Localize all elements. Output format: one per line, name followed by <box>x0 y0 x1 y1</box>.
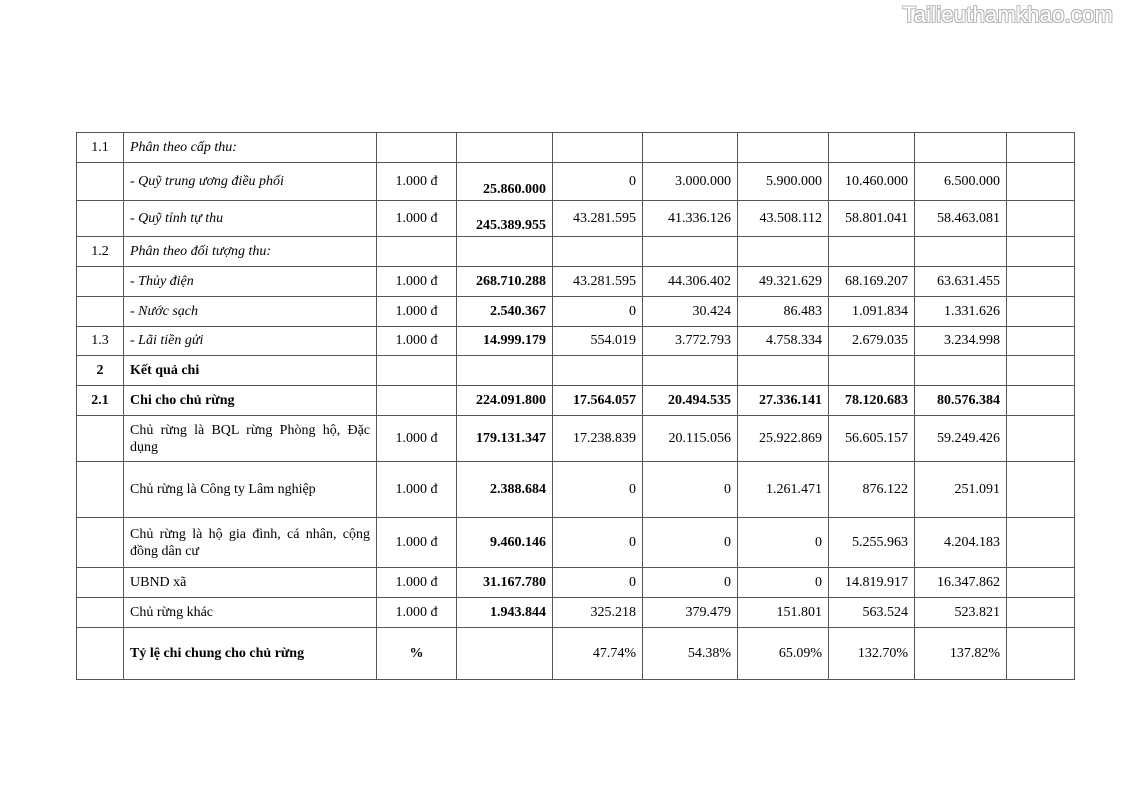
row-label: - Nước sạch <box>124 297 377 327</box>
year-value-cell: 54.38% <box>643 628 738 680</box>
year-value-cell: 59.249.426 <box>915 416 1007 462</box>
year-value-cell: 44.306.402 <box>643 267 738 297</box>
row-label: Phân theo cấp thu: <box>124 133 377 163</box>
year-value-cell <box>643 356 738 386</box>
year-value-cell: 2.679.035 <box>829 327 915 356</box>
year-value-cell: 0 <box>553 518 643 568</box>
year-value-cell: 27.336.141 <box>738 386 829 416</box>
year-value-cell: 251.091 <box>915 462 1007 518</box>
year-value-cell: 0 <box>738 518 829 568</box>
row-label: Chi cho chủ rừng <box>124 386 377 416</box>
row-number: 1.3 <box>77 327 124 356</box>
year-value-cell: 16.347.862 <box>915 568 1007 598</box>
empty-cell <box>1007 598 1075 628</box>
year-value-cell <box>829 133 915 163</box>
year-value-cell: 3.000.000 <box>643 163 738 201</box>
table-row <box>77 568 1075 598</box>
empty-cell <box>1007 133 1075 163</box>
year-value-cell: 0 <box>643 462 738 518</box>
row-number <box>77 201 124 237</box>
year-value-cell: 14.819.917 <box>829 568 915 598</box>
year-value-cell: 68.169.207 <box>829 267 915 297</box>
row-label: - Quỹ tỉnh tự thu <box>124 201 377 237</box>
year-value-cell: 43.281.595 <box>553 201 643 237</box>
row-label: Chủ rừng khác <box>124 598 377 628</box>
total-cell <box>457 133 553 163</box>
empty-cell <box>1007 628 1075 680</box>
year-value-cell: 325.218 <box>553 598 643 628</box>
row-label: Kết quả chi <box>124 356 377 386</box>
table-row <box>77 237 1075 267</box>
row-number <box>77 163 124 201</box>
unit-cell <box>377 356 457 386</box>
row-label: - Quỹ trung ương điều phối <box>124 163 377 201</box>
year-value-cell: 65.09% <box>738 628 829 680</box>
unit-cell: 1.000 đ <box>377 163 457 201</box>
row-label: Phân theo đối tượng thu: <box>124 237 377 267</box>
empty-cell <box>1007 201 1075 237</box>
unit-cell: 1.000 đ <box>377 462 457 518</box>
year-value-cell <box>915 237 1007 267</box>
empty-cell <box>1007 237 1075 267</box>
year-value-cell: 49.321.629 <box>738 267 829 297</box>
total-cell <box>457 237 553 267</box>
year-value-cell: 47.74% <box>553 628 643 680</box>
year-value-cell: 78.120.683 <box>829 386 915 416</box>
year-value-cell: 563.524 <box>829 598 915 628</box>
table-row <box>77 133 1075 163</box>
total-cell <box>457 356 553 386</box>
year-value-cell: 1.091.834 <box>829 297 915 327</box>
empty-cell <box>1007 416 1075 462</box>
total-cell: 224.091.800 <box>457 386 553 416</box>
unit-cell: 1.000 đ <box>377 201 457 237</box>
year-value-cell: 0 <box>643 568 738 598</box>
year-value-cell: 58.801.041 <box>829 201 915 237</box>
row-number <box>77 267 124 297</box>
table-row <box>77 356 1075 386</box>
year-value-cell: 17.564.057 <box>553 386 643 416</box>
unit-cell <box>377 237 457 267</box>
row-number: 2.1 <box>77 386 124 416</box>
year-value-cell: 43.508.112 <box>738 201 829 237</box>
table-row <box>77 518 1075 568</box>
empty-cell <box>1007 356 1075 386</box>
table-row <box>77 163 1075 201</box>
unit-cell <box>377 133 457 163</box>
year-value-cell: 0 <box>553 163 643 201</box>
year-value-cell: 554.019 <box>553 327 643 356</box>
total-cell: 245.389.955 <box>457 201 553 237</box>
year-value-cell <box>553 133 643 163</box>
year-value-cell: 6.500.000 <box>915 163 1007 201</box>
empty-cell <box>1007 518 1075 568</box>
year-value-cell: 0 <box>553 462 643 518</box>
row-number: 2 <box>77 356 124 386</box>
year-value-cell: 58.463.081 <box>915 201 1007 237</box>
year-value-cell: 56.605.157 <box>829 416 915 462</box>
year-value-cell: 0 <box>738 568 829 598</box>
year-value-cell <box>643 237 738 267</box>
year-value-cell <box>738 356 829 386</box>
row-label: - Thủy điện <box>124 267 377 297</box>
year-value-cell: 5.255.963 <box>829 518 915 568</box>
table-row <box>77 297 1075 327</box>
year-value-cell: 151.801 <box>738 598 829 628</box>
total-cell: 2.388.684 <box>457 462 553 518</box>
unit-cell: 1.000 đ <box>377 416 457 462</box>
row-label: Tỷ lệ chi chung cho chủ rừng <box>124 628 377 680</box>
empty-cell <box>1007 386 1075 416</box>
total-cell: 25.860.000 <box>457 163 553 201</box>
row-label: Chủ rừng là BQL rừng Phòng hộ, Đặc dụng <box>124 416 377 462</box>
year-value-cell: 132.70% <box>829 628 915 680</box>
unit-cell: 1.000 đ <box>377 297 457 327</box>
year-value-cell: 17.238.839 <box>553 416 643 462</box>
year-value-cell: 1.261.471 <box>738 462 829 518</box>
row-number: 1.2 <box>77 237 124 267</box>
unit-cell: % <box>377 628 457 680</box>
unit-cell <box>377 386 457 416</box>
year-value-cell: 0 <box>553 297 643 327</box>
year-value-cell: 0 <box>553 568 643 598</box>
row-number <box>77 598 124 628</box>
row-label: - Lãi tiền gửi <box>124 327 377 356</box>
row-label: Chủ rừng là hộ gia đình, cá nhân, cộng đồng dân cư <box>124 518 377 568</box>
year-value-cell: 523.821 <box>915 598 1007 628</box>
unit-cell: 1.000 đ <box>377 568 457 598</box>
table-row <box>77 598 1075 628</box>
year-value-cell: 43.281.595 <box>553 267 643 297</box>
unit-cell: 1.000 đ <box>377 327 457 356</box>
year-value-cell: 4.758.334 <box>738 327 829 356</box>
unit-cell: 1.000 đ <box>377 598 457 628</box>
year-value-cell: 3.772.793 <box>643 327 738 356</box>
row-number <box>77 297 124 327</box>
finance-table <box>76 132 1075 680</box>
table-row <box>77 416 1075 462</box>
total-cell: 2.540.367 <box>457 297 553 327</box>
year-value-cell: 876.122 <box>829 462 915 518</box>
row-number <box>77 628 124 680</box>
empty-cell <box>1007 267 1075 297</box>
year-value-cell: 0 <box>643 518 738 568</box>
year-value-cell: 63.631.455 <box>915 267 1007 297</box>
year-value-cell <box>829 356 915 386</box>
total-cell: 268.710.288 <box>457 267 553 297</box>
total-cell: 179.131.347 <box>457 416 553 462</box>
year-value-cell <box>915 133 1007 163</box>
table-row <box>77 628 1075 680</box>
row-number <box>77 518 124 568</box>
year-value-cell <box>829 237 915 267</box>
year-value-cell: 3.234.998 <box>915 327 1007 356</box>
year-value-cell: 137.82% <box>915 628 1007 680</box>
empty-cell <box>1007 462 1075 518</box>
row-label: UBND xã <box>124 568 377 598</box>
unit-cell: 1.000 đ <box>377 267 457 297</box>
row-number <box>77 462 124 518</box>
year-value-cell: 41.336.126 <box>643 201 738 237</box>
row-number <box>77 416 124 462</box>
year-value-cell <box>738 237 829 267</box>
year-value-cell: 25.922.869 <box>738 416 829 462</box>
empty-cell <box>1007 163 1075 201</box>
year-value-cell: 80.576.384 <box>915 386 1007 416</box>
row-number: 1.1 <box>77 133 124 163</box>
year-value-cell: 5.900.000 <box>738 163 829 201</box>
total-cell: 9.460.146 <box>457 518 553 568</box>
row-label: Chủ rừng là Công ty Lâm nghiệp <box>124 462 377 518</box>
year-value-cell: 379.479 <box>643 598 738 628</box>
total-cell: 14.999.179 <box>457 327 553 356</box>
empty-cell <box>1007 297 1075 327</box>
year-value-cell: 10.460.000 <box>829 163 915 201</box>
watermark: Tailieuthamkhao.com <box>902 2 1113 27</box>
table-row <box>77 327 1075 356</box>
total-cell: 31.167.780 <box>457 568 553 598</box>
year-value-cell: 4.204.183 <box>915 518 1007 568</box>
year-value-cell <box>915 356 1007 386</box>
year-value-cell <box>553 237 643 267</box>
total-cell: 1.943.844 <box>457 598 553 628</box>
year-value-cell <box>553 356 643 386</box>
year-value-cell: 30.424 <box>643 297 738 327</box>
empty-cell <box>1007 568 1075 598</box>
table-row <box>77 462 1075 518</box>
table-row <box>77 386 1075 416</box>
total-cell <box>457 628 553 680</box>
year-value-cell: 1.331.626 <box>915 297 1007 327</box>
unit-cell: 1.000 đ <box>377 518 457 568</box>
year-value-cell: 20.494.535 <box>643 386 738 416</box>
year-value-cell: 20.115.056 <box>643 416 738 462</box>
table-row <box>77 201 1075 237</box>
row-number <box>77 568 124 598</box>
year-value-cell <box>738 133 829 163</box>
empty-cell <box>1007 327 1075 356</box>
table-row <box>77 267 1075 297</box>
year-value-cell: 86.483 <box>738 297 829 327</box>
year-value-cell <box>643 133 738 163</box>
